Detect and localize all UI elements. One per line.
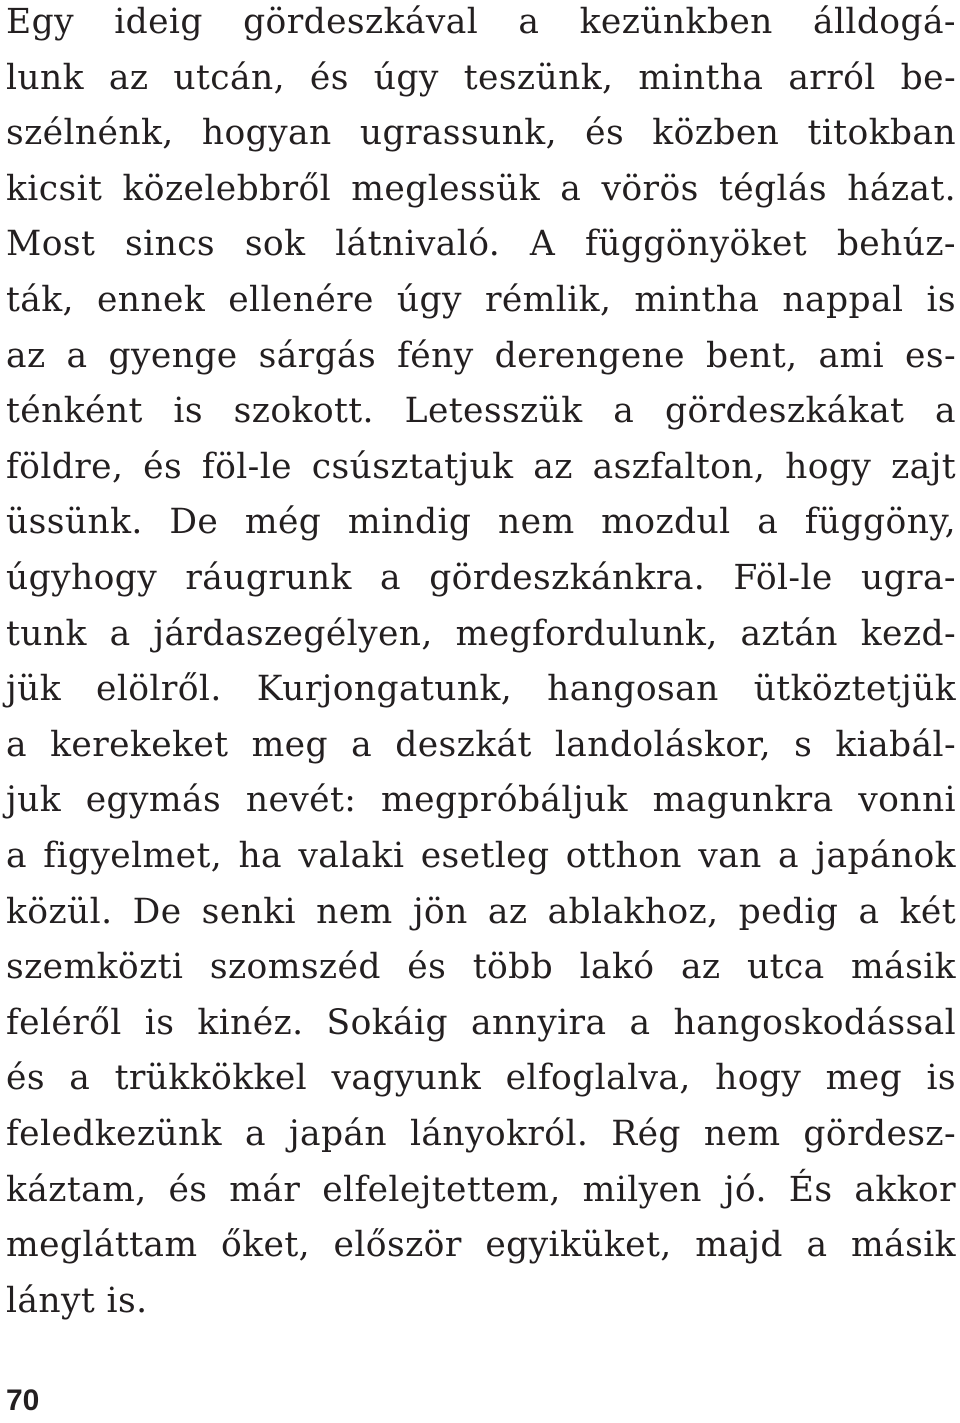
text-line: feléről is kinéz. Sokáig annyira a hangoskodással — [6, 1002, 956, 1043]
text-line: feledkezünk a japán lányokról. Rég nem gördesz- — [6, 1114, 956, 1154]
text-line: kicsit közelebbről meglessük a vörös téglás házat. — [6, 168, 956, 209]
text-line: lunk az utcán, és úgy teszünk, mintha arról be- — [6, 57, 956, 98]
text-line: a figyelmet, ha valaki esetleg otthon van a japánok — [6, 836, 956, 876]
text-line: megláttam őket, először egyiküket, majd a másik — [6, 1225, 956, 1266]
text-line: szemközti szomszéd és több lakó az utca másik — [6, 947, 956, 988]
text-line: szélnénk, hogyan ugrassunk, és közben titokban — [6, 113, 956, 154]
text-line: Egy ideig gördeszkával a kezünkben álldogá- — [6, 2, 956, 42]
text-line: közül. De senki nem jön az ablakhoz, pedig a két — [6, 891, 956, 932]
text-line: ták, ennek ellenére úgy rémlik, mintha nappal is — [6, 280, 956, 320]
text-line: jük elölről. Kurjongatunk, hangosan ütköztetjük — [6, 669, 956, 710]
text-line: Most sincs sok látnivaló. A függönyöket behúz- — [6, 224, 956, 265]
text-line: úgyhogy ráugrunk a gördeszkánkra. Föl-le ugra- — [6, 558, 956, 598]
page-number: 70 — [6, 1384, 40, 1417]
text-line: lányt is. — [6, 1280, 148, 1321]
text-line: a kerekeket meg a deszkát landoláskor, s kiabál- — [6, 724, 956, 765]
text-line: juk egymás nevét: megpróbáljuk magunkra vonni — [6, 780, 956, 821]
text-line: az a gyenge sárgás fény derengene bent, ami es- — [6, 335, 956, 376]
text-line: káztam, és már elfelejtettem, milyen jó. És akkor — [6, 1169, 956, 1210]
text-line: és a trükkökkel vagyunk elfoglalva, hogy meg is — [6, 1058, 956, 1099]
text-line: tunk a járdaszegélyen, megfordulunk, aztán kezd- — [6, 613, 956, 654]
text-line: földre, és föl-le csúsztatjuk az aszfalton, hogy zajt — [6, 446, 956, 487]
text-line: ténként is szokott. Letesszük a gördeszkákat a — [6, 391, 956, 432]
text-line: üssünk. De még mindig nem mozdul a függöny, — [6, 502, 956, 543]
